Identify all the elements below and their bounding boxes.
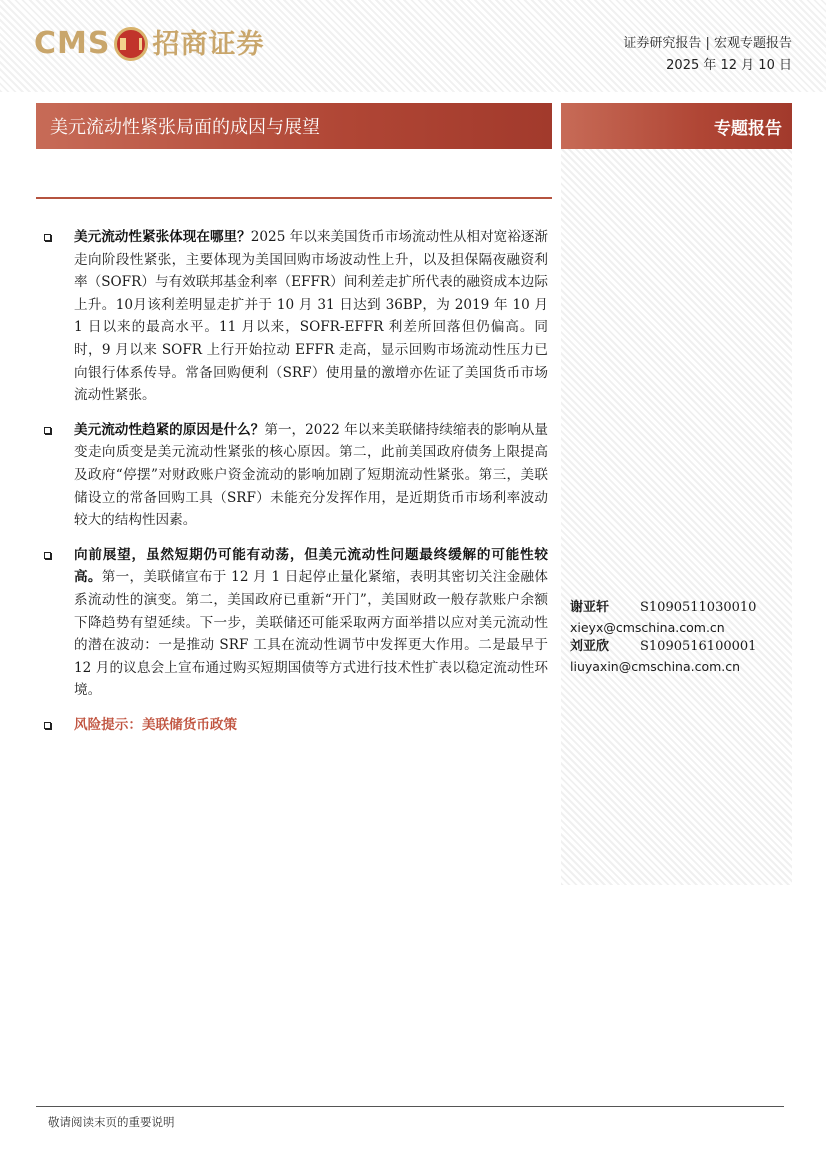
analyst-row <box>570 637 792 657</box>
checkbox-bullet-icon <box>44 552 51 559</box>
analyst-row <box>570 598 792 618</box>
report-type: 证券研究报告 | 宏观专题报告 <box>623 36 792 51</box>
side-panel <box>561 149 792 885</box>
bullet-lead: 向前展望，虽然短期仍可能有动荡，但美元流动性问题最终缓解的可能性较高。 <box>74 546 548 586</box>
bullet-lead: 美元流动性紧张体现在哪里？ <box>74 229 251 245</box>
bullet-paragraph <box>74 544 548 702</box>
checkbox-bullet-icon <box>44 722 51 729</box>
bullet-item <box>44 419 548 532</box>
footer-note: 敬请阅读末页的重要说明 <box>48 1115 175 1129</box>
cms-logo <box>34 22 264 66</box>
bullet-body: 第一，2022 年以来美联储持续缩表的影响从量变走向质变是美元流动性紧张的核心原因。第二，此前美国政府债务上限提高及政府“停摆”对财政账户资金流动的影响加剧了短期流动性紧张。第三，美联储设立的常备回购工具（SRF）未能充分发挥作用，是近期货币市场利率波动较大的结构性因素。 <box>74 421 549 529</box>
checkbox-bullet-icon <box>44 234 51 241</box>
report-date: 2025 年 12 月 10 日 <box>666 58 792 73</box>
summary-bullets <box>44 226 548 748</box>
risk-bullet <box>44 714 548 737</box>
analyst-license-id: S1090511030010 <box>640 600 757 615</box>
analyst-email[interactable]: xieyx@cmschina.com.cn <box>570 619 725 635</box>
analyst-name: 刘亚欣 <box>570 639 610 654</box>
analyst-email[interactable]: liuyaxin@cmschina.com.cn <box>570 658 741 674</box>
report-title-bar <box>36 103 552 149</box>
report-tag-bar <box>561 103 792 149</box>
analyst-info <box>570 598 792 676</box>
analyst-name: 谢亚轩 <box>570 600 610 615</box>
bullet-body: 第一，美联储宣布于 12 月 1 日起停止量化紧缩，表明其密切关注金融体系流动性的演变。第二，美国政府已重新“开门”，美国财政一般存款账户余额下降趋势有望延续。下一步，美联储还可能采取两方面举措以应对美元流动性的潜在波动：一是推动 SRF 工具在流动性调节中发挥更大作用。二是最早于 12 月的议息会上宣布通过购买短期国债等方式进行技术性扩表以稳定流动性环境。 <box>74 569 549 699</box>
logo-company-name: 招商证券 <box>152 28 265 60</box>
bullet-lead: 美元流动性趋紧的原因是什么？ <box>74 421 265 438</box>
footer-divider <box>36 1106 784 1107</box>
title-divider <box>36 197 552 199</box>
bullet-paragraph <box>74 226 548 407</box>
bullet-paragraph <box>74 419 548 532</box>
bullet-item <box>44 226 548 407</box>
logo-emblem-icon <box>114 27 148 61</box>
analyst-license-id: S1090516100001 <box>640 639 757 654</box>
checkbox-bullet-icon <box>44 427 51 434</box>
bullet-item <box>44 544 548 702</box>
bullet-body: 2025 年以来美国货币市场流动性从相对宽裕逐渐走向阶段性紧张，主要体现为美国回购市场波动性上升，以及担保隔夜融资利率（SOFR）与有效联邦基金利率（EFFR）间利差走扩所代表的融资成本边际上升。10月该利差明显走扩并于 10 月 31 日达到 36BP，为 2019 年 10 月 1 日以来的最高水平。11 月以来，SOFR-EFFR 利差所回落但仍偏高。同时，9 月以来 SOFR 上行开始拉动 EFFR 走高，显示回购市场流动性压力已向银行体系传导。常备回购便利（SRF）使用量的激增亦佐证了美国货币市场流动性紧张。 <box>74 229 548 404</box>
risk-warning: 风险提示：美联储货币政策 <box>74 716 238 733</box>
report-title: 美元流动性紧张局面的成因与展望 <box>50 117 320 138</box>
report-tag: 专题报告 <box>714 118 782 139</box>
logo-text: CMS <box>34 26 111 61</box>
